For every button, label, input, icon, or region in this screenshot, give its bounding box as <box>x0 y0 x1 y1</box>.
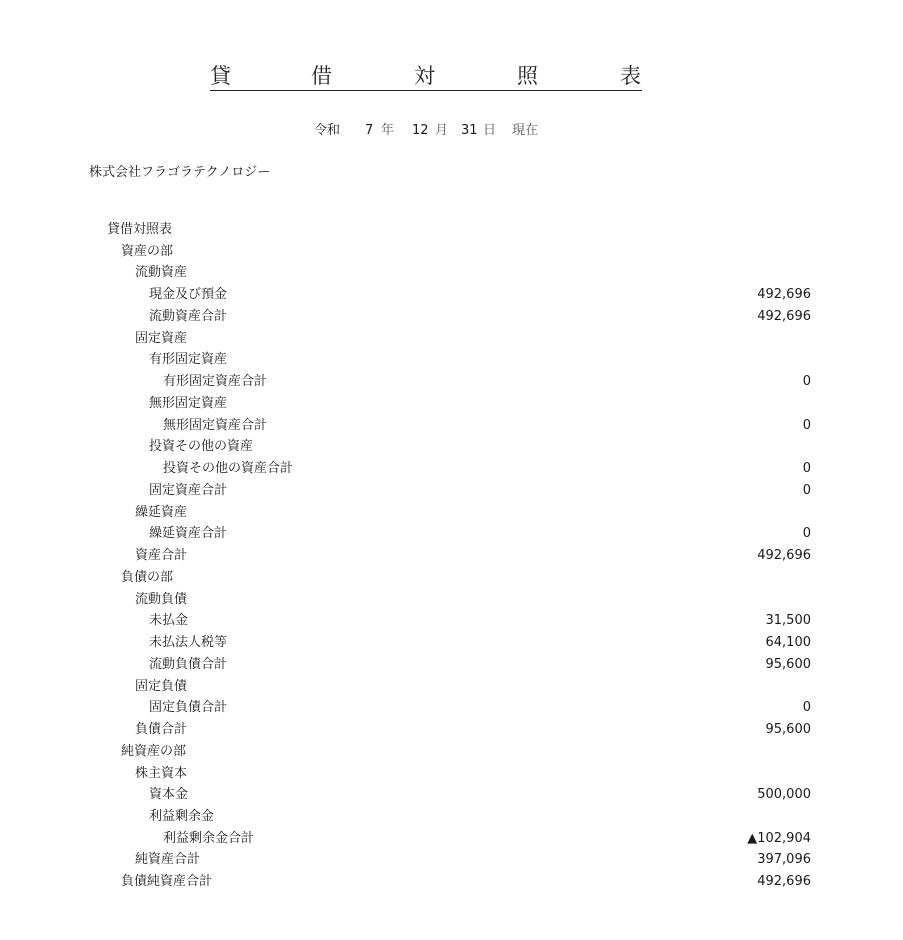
row-label: 資産の部 <box>121 243 174 259</box>
row-amount: 397,096 <box>757 852 811 868</box>
row-label: 純資産の部 <box>121 743 187 759</box>
row-amount: 0 <box>802 461 811 477</box>
table-row <box>0 219 903 241</box>
row-label: 負債純資産合計 <box>121 874 213 890</box>
row-amount: 0 <box>802 700 811 716</box>
title-char-2: 借 <box>311 64 332 88</box>
row-amount: 0 <box>802 374 811 390</box>
table-row <box>0 632 903 654</box>
row-label: 有形固定資産 <box>149 352 228 368</box>
row-label: 固定負債 <box>135 678 188 694</box>
row-label: 固定資産 <box>135 330 188 346</box>
row-label: 固定負債合計 <box>149 700 228 716</box>
title-char-4: 照 <box>517 64 538 88</box>
row-label: 流動資産合計 <box>149 308 228 324</box>
date-day-unit: 日 <box>483 123 497 138</box>
row-label: 流動負債 <box>135 591 188 607</box>
row-amount: 492,696 <box>757 874 811 890</box>
table-row <box>0 784 903 806</box>
table-row <box>0 545 903 567</box>
table-row <box>0 828 903 850</box>
row-amount: ▲102,904 <box>747 830 811 846</box>
table-row <box>0 284 903 306</box>
title-char-5: 表 <box>620 64 641 88</box>
title-char-3: 対 <box>414 64 435 88</box>
table-row <box>0 676 903 698</box>
row-amount: 0 <box>802 482 811 498</box>
row-label: 利益剰余金合計 <box>163 830 255 846</box>
row-label: 流動資産 <box>135 265 188 281</box>
row-label: 貸借対照表 <box>107 222 173 237</box>
table-row <box>0 610 903 632</box>
row-amount: 0 <box>802 417 811 433</box>
date-era: 令和 <box>314 123 341 138</box>
table-row <box>0 719 903 741</box>
row-label: 無形固定資産 <box>149 395 228 411</box>
table-row <box>0 567 903 589</box>
date-month-unit: 月 <box>435 123 449 138</box>
company-name: 株式会社フラゴラテクノロジー <box>89 165 271 180</box>
row-amount: 95,600 <box>765 656 811 672</box>
table-row <box>0 523 903 545</box>
row-label: 株主資本 <box>135 765 188 781</box>
row-amount: 492,696 <box>757 308 811 324</box>
table-row <box>0 697 903 719</box>
table-row <box>0 371 903 393</box>
as-of-date <box>0 121 903 141</box>
row-label: 未払法人税等 <box>149 635 228 651</box>
table-row <box>0 871 903 893</box>
table-row <box>0 741 903 763</box>
row-label: 資産合計 <box>135 548 188 564</box>
row-amount: 31,500 <box>765 613 811 629</box>
title-char-1: 貸 <box>210 64 231 88</box>
row-label: 純資産合計 <box>135 852 201 868</box>
row-label: 負債の部 <box>121 569 174 585</box>
table-row <box>0 328 903 350</box>
row-label: 繰延資産合計 <box>149 526 228 542</box>
date-month: 12 <box>412 123 429 138</box>
row-label: 投資その他の資産合計 <box>163 461 294 477</box>
date-year: 7 <box>365 123 374 138</box>
table-row <box>0 393 903 415</box>
table-row <box>0 849 903 871</box>
row-label: 無形固定資産合計 <box>163 417 268 433</box>
table-row <box>0 480 903 502</box>
table-row <box>0 436 903 458</box>
table-row <box>0 654 903 676</box>
table-row <box>0 241 903 263</box>
document-title <box>210 62 642 91</box>
table-row <box>0 763 903 785</box>
row-amount: 95,600 <box>765 722 811 738</box>
row-label: 流動負債合計 <box>149 656 228 672</box>
table-row <box>0 458 903 480</box>
date-year-unit: 年 <box>381 123 395 138</box>
row-label: 投資その他の資産 <box>149 439 254 455</box>
row-label: 繰延資産 <box>135 504 188 520</box>
row-label: 未払金 <box>149 613 189 629</box>
table-row <box>0 589 903 611</box>
date-day: 31 <box>461 123 478 138</box>
date-suffix: 現在 <box>512 123 539 138</box>
table-row <box>0 415 903 437</box>
row-amount: 492,696 <box>757 287 811 303</box>
row-amount: 64,100 <box>765 635 811 651</box>
row-label: 固定資産合計 <box>149 482 228 498</box>
table-row <box>0 502 903 524</box>
row-label: 利益剰余金 <box>149 808 215 824</box>
table-row <box>0 806 903 828</box>
row-label: 資本金 <box>149 787 189 803</box>
table-row <box>0 306 903 328</box>
table-row <box>0 349 903 371</box>
row-label: 現金及び預金 <box>149 287 228 303</box>
row-amount: 500,000 <box>757 787 811 803</box>
row-label: 有形固定資産合計 <box>163 374 268 390</box>
row-amount: 492,696 <box>757 548 811 564</box>
row-label: 負債合計 <box>135 722 188 738</box>
table-row <box>0 262 903 284</box>
row-amount: 0 <box>802 526 811 542</box>
